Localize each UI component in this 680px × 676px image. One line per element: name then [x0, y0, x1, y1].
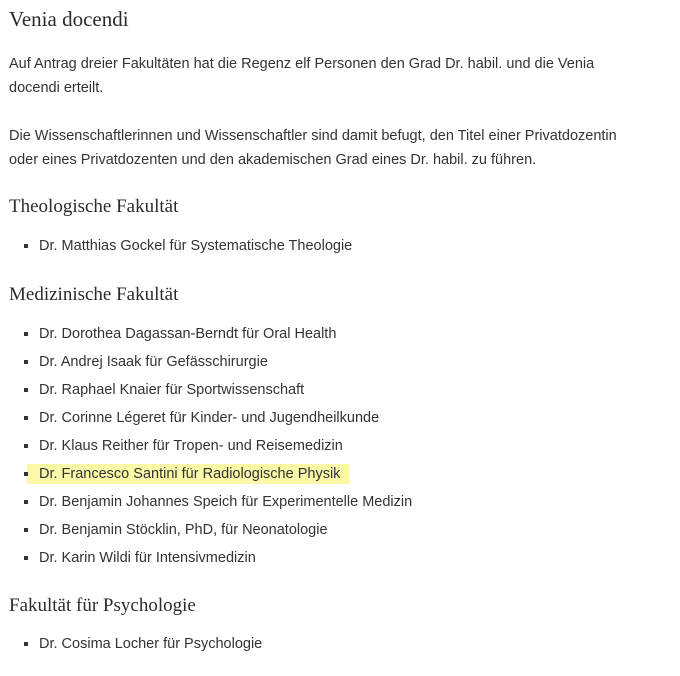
- list-theology: [9, 232, 669, 260]
- list-item-text-highlighted: Dr. Francesco Santini für Radiologische Physik: [27, 464, 350, 484]
- list-item: [9, 404, 669, 432]
- list-item: [9, 488, 669, 516]
- list-item-text: Dr. Raphael Knaier für Sportwissenschaft: [39, 382, 305, 398]
- list-item-text: Dr. Benjamin Johannes Speich für Experimentelle Medizin: [39, 494, 413, 510]
- bullet-icon: [24, 444, 28, 448]
- intro-paragraph: Die Wissenschaftlerinnen und Wissenschaftler sind damit befugt, den Titel einer Privatdozentin oder eines Privatdozenten und den akademischen Grad eines Dr. habil. zu führen.: [9, 128, 617, 168]
- list-item-highlighted: [9, 460, 669, 488]
- bullet-icon: [24, 416, 28, 420]
- bullet-icon: [24, 500, 28, 504]
- list-item-text: Dr. Andrej Isaak für Gefässchirurgie: [39, 354, 268, 370]
- bullet-icon: [24, 642, 28, 646]
- list-item-text: Dr. Klaus Reither für Tropen- und Reisemedizin: [39, 438, 343, 454]
- bullet-icon: [24, 360, 28, 364]
- section-heading-medicine: Medizinische Fakultät: [9, 284, 179, 305]
- list-item-text: Dr. Dorothea Dagassan-Berndt für Oral Health: [39, 326, 337, 342]
- list-item: [9, 320, 669, 348]
- page-title: Venia docendi: [9, 7, 129, 31]
- bullet-icon: [24, 528, 28, 532]
- list-item-text: Dr. Benjamin Stöcklin, PhD, für Neonatologie: [39, 522, 328, 538]
- list-item-text: Dr. Cosima Locher für Psychologie: [39, 636, 263, 652]
- list-psychology: [9, 630, 669, 658]
- bullet-icon: [24, 244, 28, 248]
- bullet-icon: [24, 556, 28, 560]
- list-item-text: Dr. Matthias Gockel für Systematische Theologie: [39, 238, 353, 254]
- list-item: [9, 232, 669, 260]
- section-heading-psychology: Fakultät für Psychologie: [9, 595, 196, 616]
- list-item: [9, 544, 669, 572]
- list-item: [9, 630, 669, 658]
- list-item: [9, 348, 669, 376]
- bullet-icon: [24, 332, 28, 336]
- list-item-text: Dr. Corinne Légeret für Kinder- und Jugendheilkunde: [39, 410, 380, 426]
- list-item: [9, 516, 669, 544]
- bullet-icon: [24, 388, 28, 392]
- list-item-text: Dr. Karin Wildi für Intensivmedizin: [39, 550, 256, 566]
- list-medicine: [9, 320, 669, 572]
- list-item: [9, 432, 669, 460]
- intro-paragraph: Auf Antrag dreier Fakultäten hat die Regenz elf Personen den Grad Dr. habil. und die Venia docendi erteilt.: [9, 56, 595, 96]
- list-item: [9, 376, 669, 404]
- bullet-icon: [24, 472, 28, 476]
- section-heading-theology: Theologische Fakultät: [9, 196, 179, 217]
